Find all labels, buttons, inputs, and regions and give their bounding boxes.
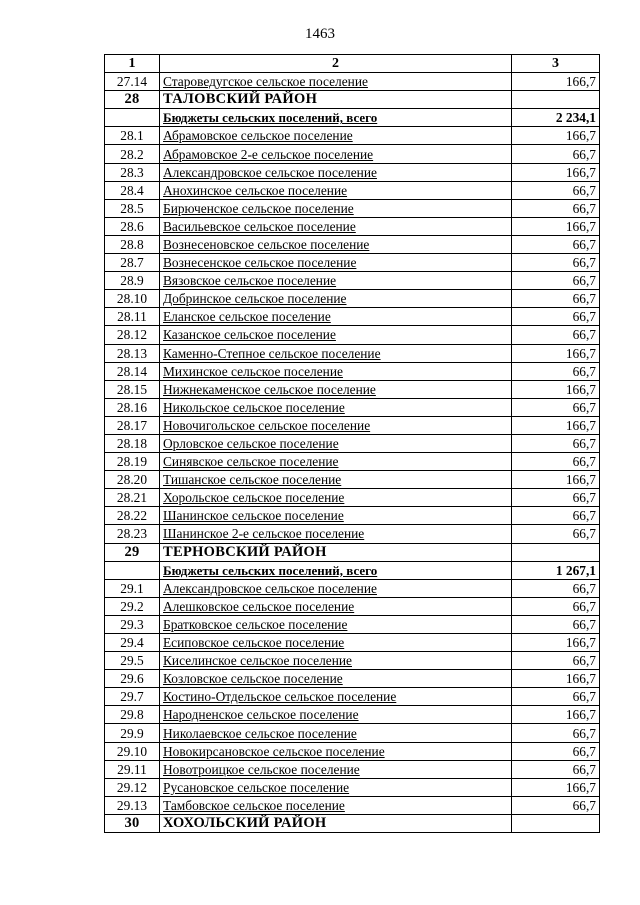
row-number: 28.14 — [105, 362, 160, 380]
row-value: 1 267,1 — [512, 561, 600, 579]
row-name — [160, 434, 512, 452]
row-name-text: ТАЛОВСКИЙ РАЙОН — [163, 91, 318, 108]
row-name — [160, 760, 512, 778]
table-row — [105, 796, 600, 814]
column-header-row — [105, 55, 600, 73]
row-value: 66,7 — [512, 254, 600, 272]
row-number: 28.12 — [105, 326, 160, 344]
row-name — [160, 145, 512, 163]
row-name — [160, 109, 512, 127]
row-value: 166,7 — [512, 163, 600, 181]
row-name-text: Николаевское сельское поселение — [163, 725, 357, 741]
row-value: 66,7 — [512, 615, 600, 633]
row-number: 29.12 — [105, 778, 160, 796]
district-row — [105, 91, 600, 109]
row-number: 28.9 — [105, 272, 160, 290]
table-row — [105, 145, 600, 163]
row-number: 28.17 — [105, 416, 160, 434]
row-number — [105, 561, 160, 579]
row-value: 66,7 — [512, 688, 600, 706]
table-row — [105, 778, 600, 796]
row-name — [160, 525, 512, 543]
row-number: 29.1 — [105, 579, 160, 597]
row-number: 29 — [105, 543, 160, 561]
row-value: 66,7 — [512, 326, 600, 344]
row-value: 166,7 — [512, 471, 600, 489]
row-number: 29.11 — [105, 760, 160, 778]
table-row — [105, 724, 600, 742]
row-value: 66,7 — [512, 579, 600, 597]
row-number: 28.18 — [105, 434, 160, 452]
row-name-text: Киселинское сельское поселение — [163, 653, 352, 669]
row-name-text: Шанинское сельское поселение — [163, 508, 344, 524]
row-number: 29.3 — [105, 615, 160, 633]
table-row — [105, 163, 600, 181]
table-row — [105, 652, 600, 670]
row-name — [160, 615, 512, 633]
table-row — [105, 199, 600, 217]
row-number: 28.1 — [105, 127, 160, 145]
row-name — [160, 362, 512, 380]
row-name-text: Тамбовское сельское поселение — [163, 797, 345, 813]
total-row — [105, 109, 600, 127]
row-number: 28.11 — [105, 308, 160, 326]
row-number: 28.5 — [105, 199, 160, 217]
row-number: 29.7 — [105, 688, 160, 706]
row-value: 66,7 — [512, 181, 600, 199]
row-name-text: ТЕРНОВСКИЙ РАЙОН — [163, 543, 327, 560]
table-row — [105, 380, 600, 398]
row-value: 66,7 — [512, 742, 600, 760]
row-number: 28.3 — [105, 163, 160, 181]
row-value — [512, 814, 600, 832]
column-header-3: 3 — [512, 55, 600, 73]
table-row — [105, 597, 600, 615]
table-row — [105, 760, 600, 778]
table-row — [105, 416, 600, 434]
row-value: 66,7 — [512, 290, 600, 308]
row-value — [512, 91, 600, 109]
row-name — [160, 796, 512, 814]
row-number: 28.21 — [105, 489, 160, 507]
row-name — [160, 652, 512, 670]
row-name-text: Абрамовское сельское поселение — [163, 128, 353, 144]
table-row — [105, 362, 600, 380]
row-name — [160, 398, 512, 416]
table-row — [105, 453, 600, 471]
row-name-text: Синявское сельское поселение — [163, 454, 339, 470]
row-name — [160, 235, 512, 253]
row-value: 66,7 — [512, 199, 600, 217]
row-number: 29.6 — [105, 670, 160, 688]
table-row — [105, 73, 600, 91]
row-value: 2 234,1 — [512, 109, 600, 127]
row-name — [160, 290, 512, 308]
row-number: 29.2 — [105, 597, 160, 615]
row-name — [160, 489, 512, 507]
row-value: 166,7 — [512, 217, 600, 235]
row-name-text: Бюджеты сельских поселений, всего — [163, 110, 378, 126]
row-value: 166,7 — [512, 778, 600, 796]
row-value: 66,7 — [512, 308, 600, 326]
row-value: 66,7 — [512, 272, 600, 290]
row-name-text: Есиповское сельское поселение — [163, 635, 345, 651]
row-number — [105, 109, 160, 127]
row-value: 66,7 — [512, 145, 600, 163]
row-value: 166,7 — [512, 127, 600, 145]
table-row — [105, 489, 600, 507]
table-row — [105, 579, 600, 597]
row-number: 27.14 — [105, 73, 160, 91]
row-number: 28.19 — [105, 453, 160, 471]
table-row — [105, 742, 600, 760]
page-number: 1463 — [305, 26, 335, 42]
row-name — [160, 91, 512, 109]
row-name-text: Новочигольское сельское поселение — [163, 417, 371, 433]
table-row — [105, 272, 600, 290]
table-row — [105, 127, 600, 145]
row-value: 66,7 — [512, 507, 600, 525]
column-header-2: 2 — [160, 55, 512, 73]
row-number: 28.16 — [105, 398, 160, 416]
table-row — [105, 688, 600, 706]
table-row — [105, 434, 600, 452]
row-name-text: Никольское сельское поселение — [163, 399, 345, 415]
row-name-text: Анохинское сельское поселение — [163, 182, 348, 198]
row-value: 66,7 — [512, 796, 600, 814]
table-row — [105, 471, 600, 489]
row-number: 28.2 — [105, 145, 160, 163]
row-name — [160, 579, 512, 597]
row-name — [160, 344, 512, 362]
row-name — [160, 778, 512, 796]
row-number: 28.10 — [105, 290, 160, 308]
row-name — [160, 416, 512, 434]
budget-table — [104, 54, 600, 833]
row-name-text: Козловское сельское поселение — [163, 671, 343, 687]
row-name — [160, 217, 512, 235]
table-row — [105, 670, 600, 688]
row-name-text: Александровское сельское поселение — [163, 580, 377, 596]
row-name — [160, 163, 512, 181]
row-value: 66,7 — [512, 597, 600, 615]
row-name — [160, 543, 512, 561]
row-value: 66,7 — [512, 235, 600, 253]
table-row — [105, 308, 600, 326]
row-number: 29.10 — [105, 742, 160, 760]
row-number: 29.8 — [105, 706, 160, 724]
table-row — [105, 615, 600, 633]
row-number: 28 — [105, 91, 160, 109]
row-name-text: Вязовское сельское поселение — [163, 273, 337, 289]
row-name — [160, 724, 512, 742]
row-name — [160, 634, 512, 652]
row-name-text: Новотроицкое сельское поселение — [163, 761, 360, 777]
row-name — [160, 73, 512, 91]
column-header-1: 1 — [105, 55, 160, 73]
row-name-text: Добринское сельское поселение — [163, 291, 347, 307]
row-name — [160, 127, 512, 145]
row-number: 28.20 — [105, 471, 160, 489]
row-number: 29.13 — [105, 796, 160, 814]
row-number: 29.5 — [105, 652, 160, 670]
row-value: 166,7 — [512, 73, 600, 91]
table-row — [105, 235, 600, 253]
row-value: 66,7 — [512, 760, 600, 778]
row-name-text: Вознесенское сельское поселение — [163, 255, 357, 271]
district-row — [105, 814, 600, 832]
row-name-text: Новокирсановское сельское поселение — [163, 743, 385, 759]
row-name-text: Братковское сельское поселение — [163, 616, 348, 632]
row-name — [160, 706, 512, 724]
row-value: 66,7 — [512, 525, 600, 543]
table-row — [105, 181, 600, 199]
row-name-text: Каменно-Степное сельское поселение — [163, 345, 381, 361]
row-name-text: Бюджеты сельских поселений, всего — [163, 562, 378, 578]
district-row — [105, 543, 600, 561]
row-name-text: Васильевское сельское поселение — [163, 218, 356, 234]
row-value: 66,7 — [512, 362, 600, 380]
row-name — [160, 326, 512, 344]
row-name — [160, 380, 512, 398]
row-name — [160, 453, 512, 471]
row-name-text: Еланское сельское поселение — [163, 309, 331, 325]
row-number: 29.4 — [105, 634, 160, 652]
table-row — [105, 706, 600, 724]
budget-table-body — [105, 55, 600, 833]
row-number: 28.7 — [105, 254, 160, 272]
row-name-text: Алешковское сельское поселение — [163, 598, 355, 614]
row-name — [160, 742, 512, 760]
row-name — [160, 272, 512, 290]
row-name-text: Шанинское 2-е сельское поселение — [163, 526, 365, 542]
row-value: 66,7 — [512, 724, 600, 742]
row-name-text: Хорольское сельское поселение — [163, 490, 345, 506]
total-row — [105, 561, 600, 579]
row-number: 29.9 — [105, 724, 160, 742]
row-name-text: Казанское сельское поселение — [163, 327, 336, 343]
row-name — [160, 308, 512, 326]
table-row — [105, 254, 600, 272]
row-name — [160, 561, 512, 579]
row-number: 28.15 — [105, 380, 160, 398]
row-name-text: Нижнекаменское сельское поселение — [163, 381, 376, 397]
table-row — [105, 290, 600, 308]
row-name — [160, 670, 512, 688]
row-name-text: Староведугское сельское поселение — [163, 74, 368, 90]
table-row — [105, 507, 600, 525]
table-row — [105, 398, 600, 416]
row-name — [160, 688, 512, 706]
row-name-text: Костино-Отдельское сельское поселение — [163, 689, 397, 705]
row-name — [160, 199, 512, 217]
row-name — [160, 254, 512, 272]
row-name-text: ХОХОЛЬСКИЙ РАЙОН — [163, 814, 327, 831]
row-value: 166,7 — [512, 670, 600, 688]
row-name-text: Русановское сельское поселение — [163, 779, 350, 795]
table-row — [105, 634, 600, 652]
row-value: 166,7 — [512, 634, 600, 652]
row-name — [160, 471, 512, 489]
row-name — [160, 507, 512, 525]
row-name-text: Александровское сельское поселение — [163, 164, 377, 180]
row-value: 66,7 — [512, 652, 600, 670]
row-name-text: Вознесеновское сельское поселение — [163, 236, 370, 252]
row-name-text: Бирюченское сельское поселение — [163, 200, 354, 216]
row-number: 28.23 — [105, 525, 160, 543]
row-name — [160, 597, 512, 615]
table-row — [105, 344, 600, 362]
row-name-text: Михинское сельское поселение — [163, 363, 343, 379]
row-name-text: Тишанское сельское поселение — [163, 472, 342, 488]
row-value: 66,7 — [512, 434, 600, 452]
row-name — [160, 181, 512, 199]
row-value: 66,7 — [512, 398, 600, 416]
row-value: 166,7 — [512, 416, 600, 434]
table-row — [105, 217, 600, 235]
row-number: 30 — [105, 814, 160, 832]
row-number: 28.4 — [105, 181, 160, 199]
row-name-text: Орловское сельское поселение — [163, 436, 339, 452]
row-name-text: Абрамовское 2-е сельское поселение — [163, 146, 374, 162]
table-row — [105, 525, 600, 543]
row-value: 66,7 — [512, 453, 600, 471]
row-number: 28.22 — [105, 507, 160, 525]
row-number: 28.6 — [105, 217, 160, 235]
row-value: 166,7 — [512, 344, 600, 362]
row-value: 166,7 — [512, 380, 600, 398]
row-value: 166,7 — [512, 706, 600, 724]
row-value — [512, 543, 600, 561]
row-value: 66,7 — [512, 489, 600, 507]
row-name — [160, 814, 512, 832]
row-name-text: Народненское сельское поселение — [163, 707, 359, 723]
row-number: 28.13 — [105, 344, 160, 362]
row-number: 28.8 — [105, 235, 160, 253]
table-row — [105, 326, 600, 344]
